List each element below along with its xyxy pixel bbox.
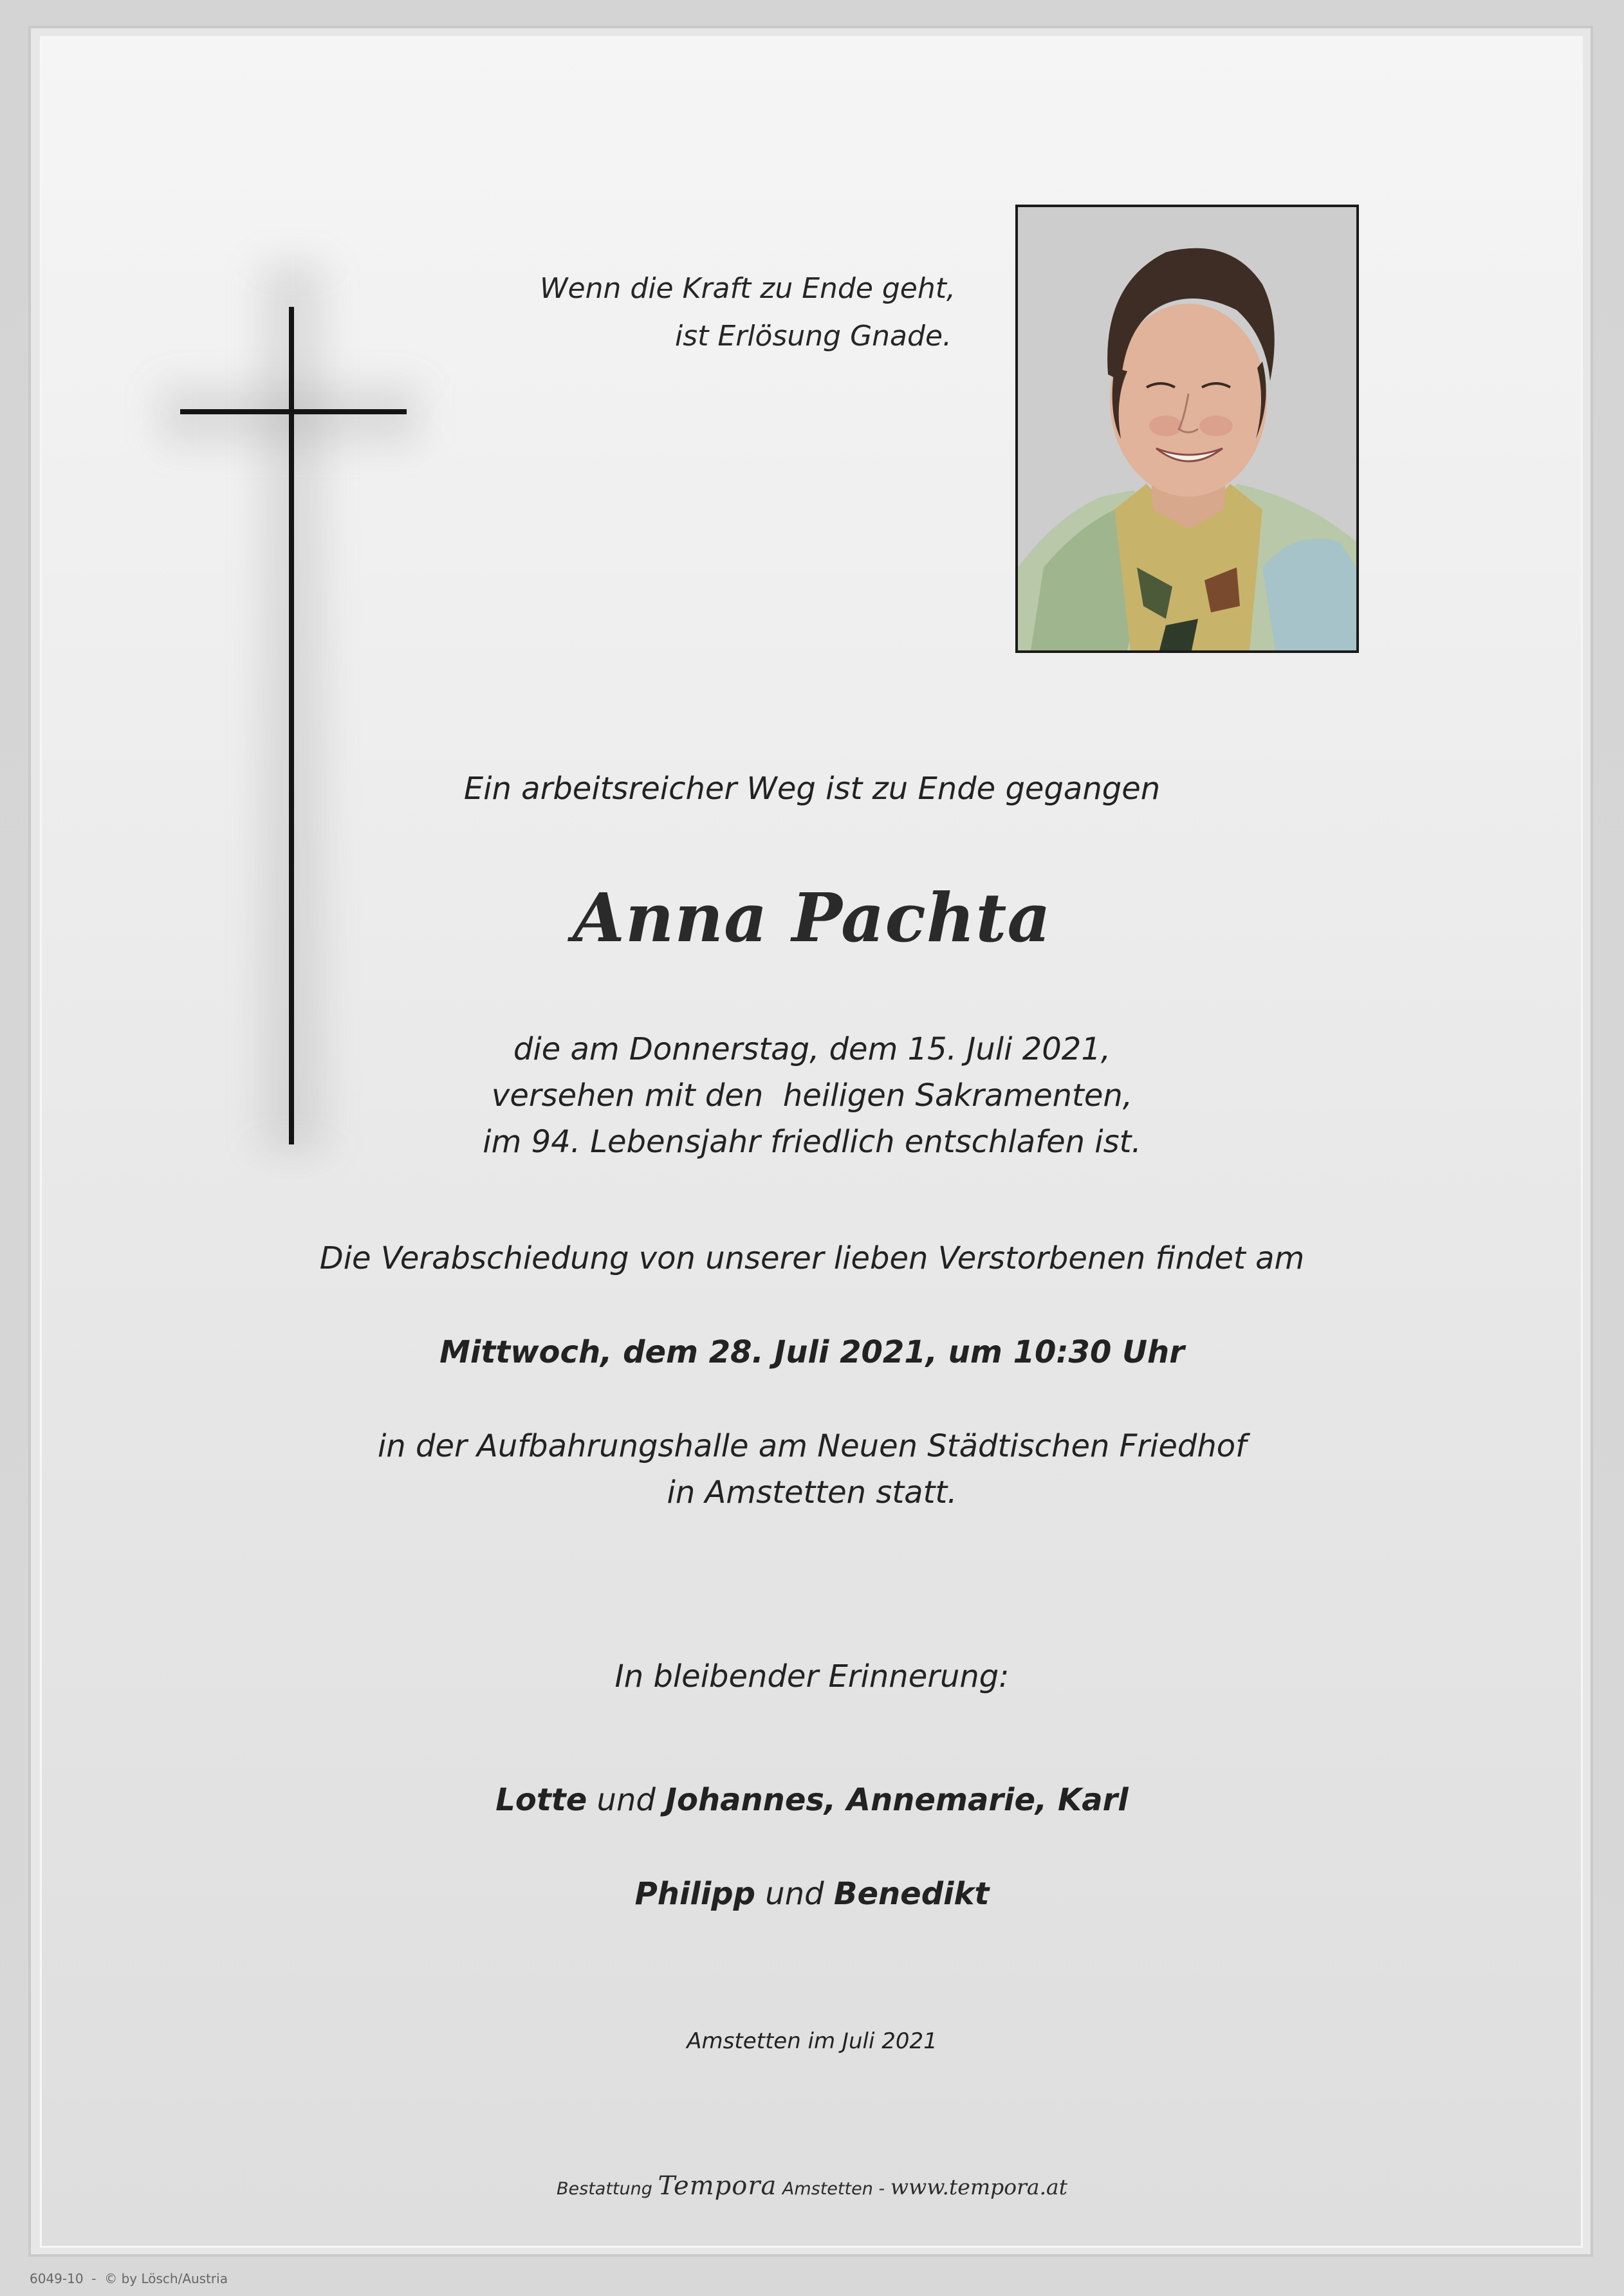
footer-prefix: Bestattung [557, 2179, 658, 2199]
mourners-row-2 [0, 1876, 1624, 1912]
death-notice [0, 1026, 1624, 1165]
ceremony-date: Mittwoch, dem 28. Juli 2021, um 10:30 Uhr [439, 1334, 1185, 1370]
death-line-1: die am Donnerstag, dem 15. Juli 2021, [513, 1031, 1111, 1067]
mourner-names: Johannes, Annemarie, Karl [665, 1782, 1129, 1818]
mourner-name: Lotte [495, 1782, 587, 1818]
copyright-note: 6049-10 - © by Lösch/Austria [30, 2271, 228, 2286]
subtitle: Ein arbeitsreicher Weg ist zu Ende gegangen [463, 771, 1161, 807]
footer-middle: Amstetten - [777, 2179, 890, 2199]
portrait-photo [1015, 205, 1359, 653]
farewell-announcement: Die Verabschiedung von unserer lieben Verstorbenen findet am [319, 1240, 1305, 1276]
memory-heading: In bleibender Erinnerung: [614, 1658, 1010, 1694]
funeral-home-logo: Tempora [658, 2171, 777, 2201]
death-line-3: im 94. Lebensjahr friedlich entschlafen ist. [483, 1124, 1141, 1160]
quote-line-1: Wenn die Kraft zu Ende geht, [540, 272, 955, 305]
place-line-1: in der Aufbahrungshalle am Neuen Städtischen Friedhof [377, 1428, 1247, 1464]
mourner-conjunction: und [755, 1876, 834, 1912]
place-line-2: in Amstetten statt. [667, 1474, 957, 1511]
quote-line-2: ist Erlösung Gnade. [675, 320, 952, 353]
mourners-row-1 [0, 1782, 1624, 1818]
mourner-conjunction: und [587, 1782, 666, 1818]
footer-website: www.tempora.at [890, 2174, 1067, 2200]
deceased-name: Anna Pachta [573, 878, 1051, 957]
mourner-name: Philipp [634, 1876, 756, 1912]
mourner-name: Benedikt [833, 1876, 990, 1912]
city-date: Amstetten im Juli 2021 [687, 2028, 937, 2054]
death-line-2: versehen mit den heiligen Sakramenten, [491, 1078, 1133, 1114]
funeral-home-footer [0, 2171, 1624, 2201]
ceremony-place [0, 1423, 1624, 1516]
quote [386, 265, 955, 360]
